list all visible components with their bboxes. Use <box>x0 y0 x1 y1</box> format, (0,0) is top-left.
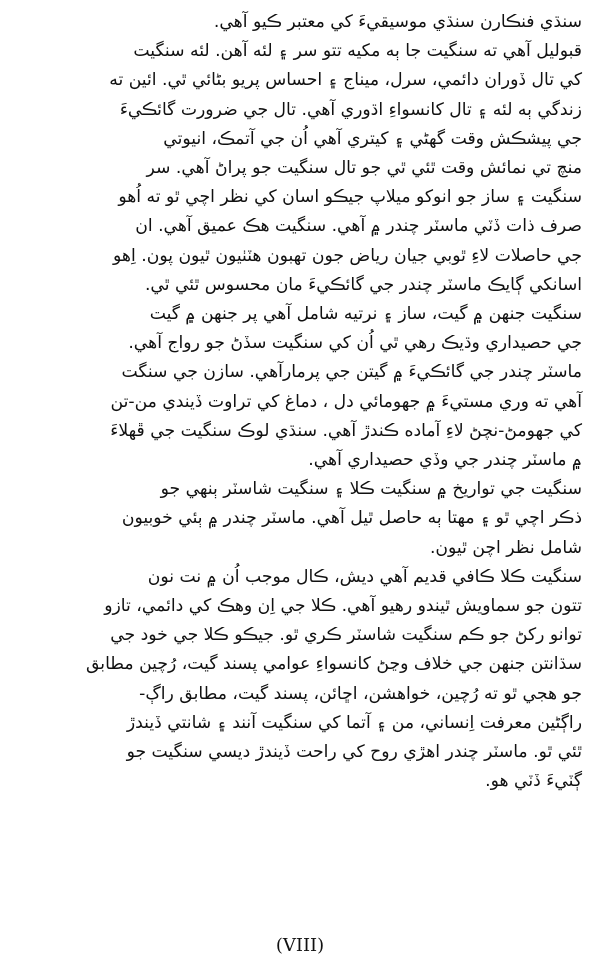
paragraph-1: سنڌي فنڪارن سنڌي موسيقيءَ کي معتبر ڪيو آهي. <box>213 12 582 32</box>
document-page <box>18 8 582 928</box>
paragraph-5: سنگيت ڪلا ڪافي قديم آهي ديش، ڪال موجب اُن ۾ نت نون تتون جو سماويش ٿيندو رهيو آهي. ڪلا جي اِن وهڪ کي دائمي، تازو توانو رکڻ جو ڪم سنگيت شاسٽر ڪري ٿو. جيڪو ڪلا جي خود جي سڌانتن جنهن جي خلاف وڃڻ کانسواءِ عوامي پسند گيت، رُچين مطابق جو هجي ٿو ته رُچين، خواهشن، اڇائن، پسند گيت، مطابق راڳ- راڳڻين معرفت اِنساني، من ۽ آتما کي سنگيت آنند ۽ شانتي ڏيندڙ ٿئي ٿو. ماسٽر چندر اهڙي روح کي راحت ڏيندڙ ديسي سنگيت جو ڳٽيءَ ڏٽي هو. <box>85 566 582 792</box>
paragraph-4: سنگيت جي تواريخ ۾ سنگيت ڪلا ۽ سنگيت شاسٽر ٻنهي جو ذڪر اچي ٿو ۽ مهتا ٻه حاصل ٿيل آهي. ماسٽر چندر ۾ ٻئي خوبيون شامل نظر اچن ٿيون. <box>121 479 582 558</box>
paragraph-2: قبوليل آهي ته سنگيت جا ٻه مکيه تتو سر ۽ لئه آهن. لئه سنگيت کي تال ڏوران دائمي، سرل، ميناج ۽ احساس پريو بڻائي ٿي. ائين ته زندگي ٻه لئه ۽ تال کانسواءِ اڌوري آهي. تال جي ضرورت گائڪيءَ جي پيشڪش وقت گهڻي ۽ کيتري آهي اُن جي آتمڪ، انيوتي منچ تي نمائش وقت ٿئي ٿي جو تال سنگيت جو پراڻ آهي. سر سنگيت ۽ ساز جو انوکو ميلاپ جيڪو اسان کي نظر اچي ٿو ته اُهو صرف ذات ڏٽي ماسٽر چندر ۾ آهي. سنگيت هڪ عميق آهي. ان جي حاصلات لاءِ ٿوبي جيان رياض جون تهبون هٽٺيون ٿيون پون. اِهو اسانکي ڳايڪ ماسٽر چندر جي گائڪيءَ مان محسوس ٿئي ٿي. <box>109 41 582 295</box>
page-number: (VIII) <box>275 935 325 956</box>
paragraph-3: سنگيت جنهن ۾ گيت، ساز ۽ نرتيه شامل آهي پر جنهن ۾ گيت جي حصيداري وڌيڪ رهي ٿي اُن کي سنگيت سڏڻ جو رواج آهي. ماسٽر چندر جي گائڪيءَ ۾ گيتن جي پرمارآهي. سازن جي سنگت آهي ته وري مستيءَ ۾ جهومائي دل ، دماغ کي تراوت ڏيندي من-تن کي جهومڻ-نچڻ لاءِ آماده ڪندڙ آهي. سنڌي لوڪ سنگيت جي ڦهلاءَ ۾ ماسٽر چندر جي وڏي حصيداري آهي. <box>110 304 582 471</box>
